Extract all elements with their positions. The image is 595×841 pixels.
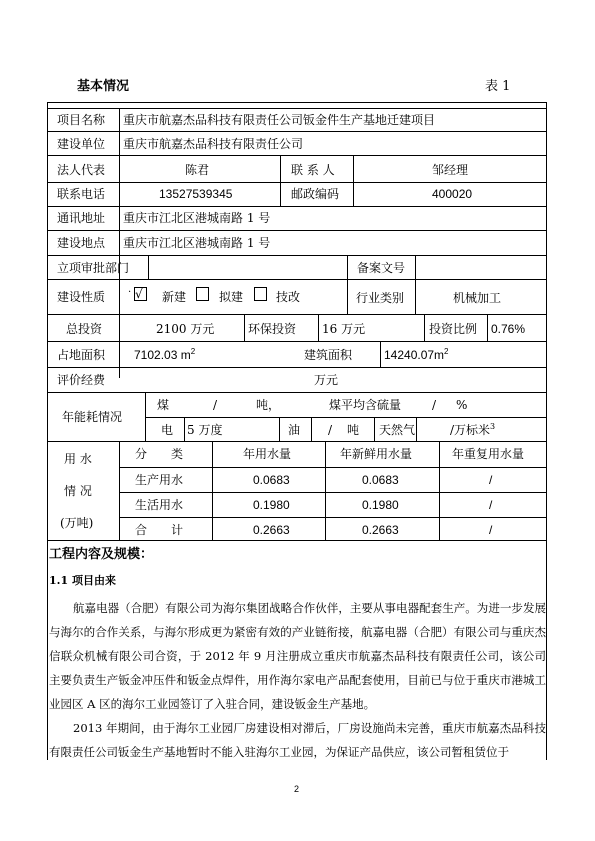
oil-unit: 吨 [347, 423, 360, 437]
water-item-reuse: / [489, 498, 493, 512]
water-label-line2: 情 况 [64, 484, 92, 498]
planned-build-label: 拟建 [219, 290, 244, 304]
water-item-fresh: 0.2663 [362, 523, 399, 537]
phone-value: 13527539345 [159, 187, 233, 201]
sulfur-value: / [432, 398, 437, 412]
water-col-category: 分 类 [135, 447, 184, 461]
electricity-value: 5 万度 [187, 423, 223, 437]
project-name-value: 重庆市航嘉杰品科技有限责任公司钣金件生产基地迁建项目 [123, 113, 436, 127]
contact-value: 邹经理 [432, 163, 469, 177]
paragraph-origin-1: 航嘉电器（合肥）有限公司为海尔集团战略合作伙伴，主要从事电器配套生产。为进一步发展与海尔的合作关系，与海尔形成更为紧密有效的产业链衔接，航嘉电器（合肥）有限公司与重庆杰信联众机械有限公司合资，于 2012 年 9 月注册成立重庆市航嘉杰品科技有限责任公司，该公司主要负责生产钣金冲压件和钣金点焊件，用作海尔家电产品配套使用，目前已与位于重庆市港城工业园区 A 区的海尔工业园签订了入驻合同，建设钣金生产基地。 [49, 601, 546, 711]
total-invest-value: 2100 万元 [156, 322, 215, 336]
water-item-name: 生活用水 [135, 498, 184, 512]
approval-label: 立项审批部门 [57, 261, 130, 275]
contact-label: 联 系 人 [291, 163, 335, 177]
env-invest-value: 16 万元 [322, 322, 366, 336]
builder-value: 重庆市航嘉杰品科技有限责任公司 [123, 137, 304, 151]
industry-value: 机械加工 [453, 291, 502, 305]
legal-rep-value: 陈君 [185, 163, 210, 177]
water-item-reuse: / [489, 473, 493, 487]
coal-unit: 吨， [256, 398, 281, 412]
new-build-checkbox[interactable] [134, 287, 147, 301]
building-area-value: 14240.07m [384, 348, 445, 362]
phone-label: 联系电话 [57, 187, 106, 201]
planned-build-checkbox[interactable] [196, 287, 209, 301]
land-area-label: 占地面积 [57, 348, 106, 362]
page-number: 2 [294, 784, 300, 794]
water-item-annual: 0.2663 [253, 523, 290, 537]
site-value: 重庆市江北区港城南路 1 号 [123, 236, 271, 250]
mail-address-label: 通讯地址 [57, 211, 106, 225]
table-heading: 基本情况 [77, 79, 130, 94]
project-name-label: 项目名称 [57, 113, 106, 127]
new-build-label: 新建 [162, 290, 187, 304]
land-area-unit-sup: 2 [190, 347, 196, 356]
builder-label: 建设单位 [57, 137, 106, 151]
section-heading: 1.1 项目由来 [49, 574, 116, 587]
water-item-fresh: 0.1980 [362, 498, 399, 512]
land-area-value: 7102.03 m [134, 348, 191, 362]
building-area-label: 建筑面积 [304, 348, 353, 362]
gas-value: /万标米 [450, 423, 491, 437]
postcode-label: 邮政编码 [291, 187, 340, 201]
sulfur-unit: % [456, 398, 468, 412]
water-item-name: 合 计 [135, 523, 184, 537]
water-item-name: 生产用水 [135, 473, 184, 487]
energy-label: 年能耗情况 [62, 410, 123, 424]
electricity-label: 电 [161, 423, 174, 437]
invest-ratio-value: 0.76% [491, 322, 526, 336]
legal-rep-label: 法人代表 [57, 163, 106, 177]
table-number: 表 1 [485, 79, 511, 94]
paragraph-origin-2: 2013 年期间，由于海尔工业园厂房建设相对滞后，厂房设施尚未完善，重庆市航嘉杰品科技有限责任公司钣金生产基地暂时不能入驻海尔工业园，为保证产品供应，该公司暂租赁位于 [49, 721, 546, 759]
mail-address-value: 重庆市江北区港城南路 1 号 [123, 211, 271, 225]
invest-ratio-label: 投资比例 [429, 322, 478, 336]
water-col-annual: 年用水量 [243, 447, 292, 461]
sulfur-label: 煤平均含硫量 [329, 398, 402, 412]
env-invest-label: 环保投资 [248, 322, 297, 336]
postcode-value: 400020 [432, 187, 473, 201]
water-col-reuse: 年重复用水量 [452, 447, 525, 461]
industry-label: 行业类别 [356, 291, 405, 305]
total-invest-label: 总投资 [66, 322, 103, 336]
oil-value: / [328, 423, 333, 437]
water-col-fresh: 年新鲜用水量 [340, 447, 413, 461]
water-item-annual: 0.1980 [253, 498, 290, 512]
water-item-fresh: 0.0683 [362, 473, 399, 487]
eval-fee-label: 评价经费 [57, 373, 106, 387]
coal-label: 煤 [157, 398, 170, 412]
tech-renovation-checkbox[interactable] [254, 287, 267, 301]
water-label-line1: 用 水 [64, 452, 92, 466]
oil-label: 油 [288, 423, 301, 437]
gas-label: 天然气 [379, 423, 416, 437]
water-label-unit: (万吨) [60, 516, 94, 530]
site-label: 建设地点 [57, 236, 106, 250]
eval-fee-unit: 万元 [314, 373, 339, 387]
water-item-annual: 0.0683 [253, 473, 290, 487]
record-label: 备案文号 [357, 261, 406, 275]
water-item-reuse: / [489, 523, 493, 537]
check-mark-icon: √ [135, 287, 143, 301]
gas-unit-sup: 3 [490, 422, 496, 431]
content-heading: 工程内容及规模： [49, 547, 154, 562]
building-area-unit-sup: 2 [444, 347, 449, 356]
nature-label: 建设性质 [57, 290, 106, 304]
coal-value: / [213, 398, 218, 412]
tech-renovation-label: 技改 [276, 290, 301, 304]
